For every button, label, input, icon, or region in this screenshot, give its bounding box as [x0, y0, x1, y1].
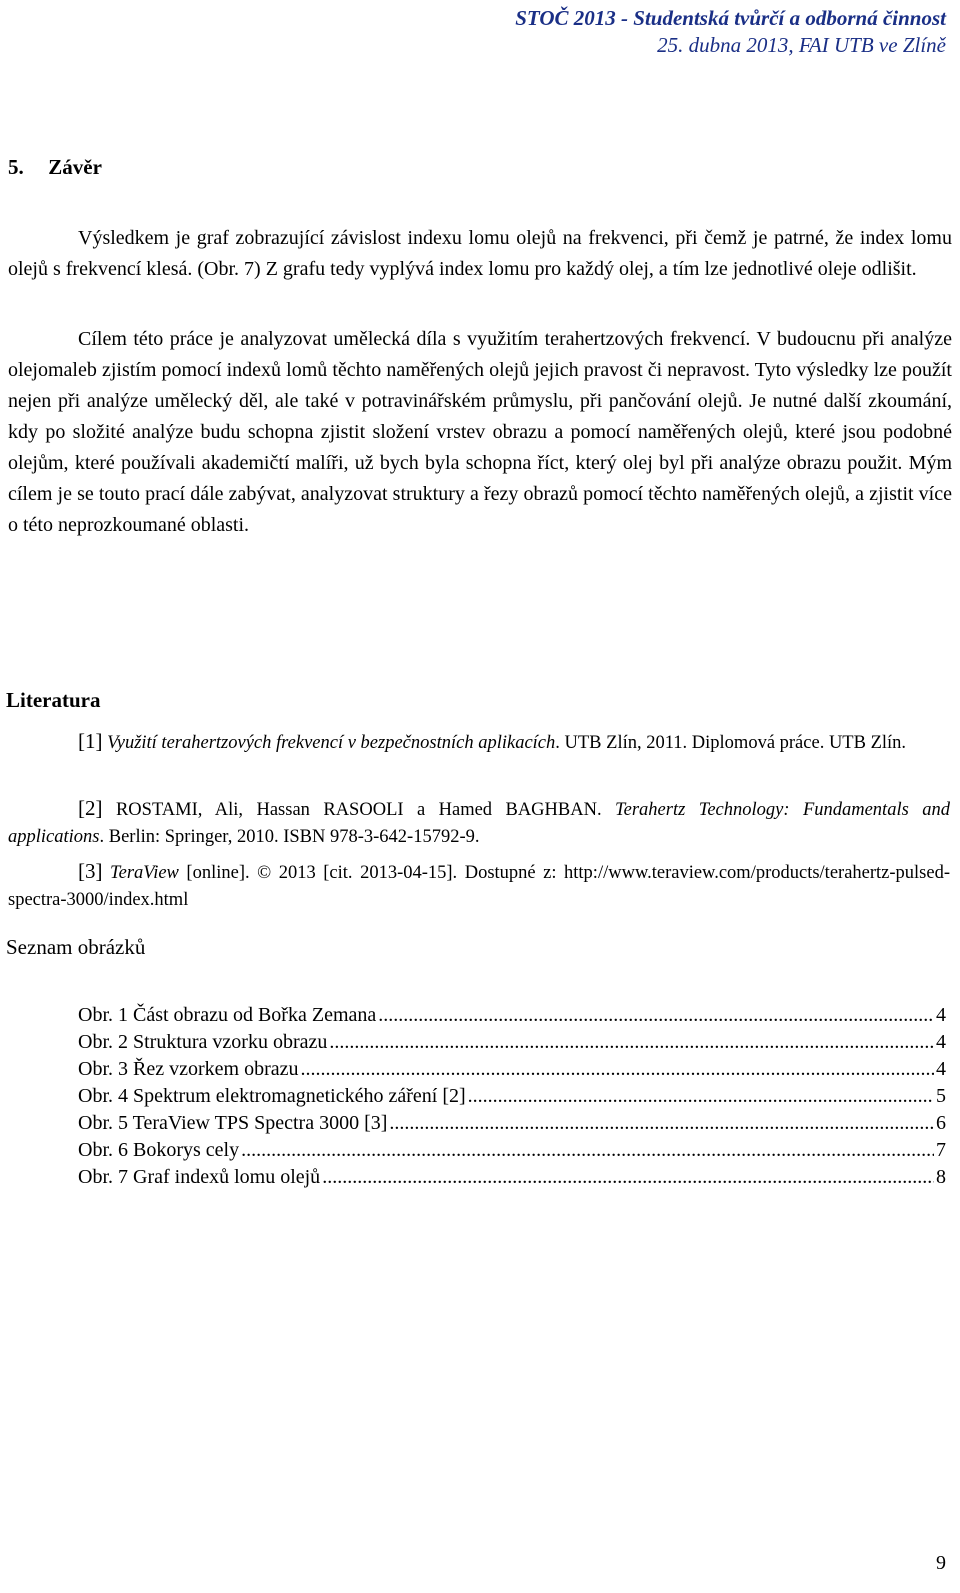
reference-2-title: Terahertz Technology: Fundamentals and applications [8, 800, 950, 847]
reference-2-details: . Berlin: Springer, 2010. ISBN 978-3-642-15792-9. [99, 827, 480, 847]
leader-dots [322, 1166, 934, 1189]
page-header [515, 4, 946, 58]
figure-page: 4 [936, 1004, 946, 1026]
figure-page: 5 [936, 1085, 946, 1107]
conclusion-heading-number: 5. [8, 155, 24, 179]
figure-page: 6 [936, 1112, 946, 1134]
leader-dots [389, 1112, 934, 1135]
literature-heading: Literatura [6, 688, 101, 712]
conclusion-paragraph-2-text: Cílem této práce je analyzovat umělecká díla s využitím terahertzových frekvencí. V budoucnu při analýze olejomaleb zjistím pomocí indexů lomů těchto naměřených olejů jejich pravost či nepravost. Tyto výsledky lze použít nejen při analýze umělecký děl, ale také v potravinářském průmyslu, při pančování olejů. Je nutné další zkoumání, kdy po složité analýze budu schopna zjistit složení vrstev obrazu a pomocí naměřených olejů, které jsou podobné olejům, které používali akademičtí malíři, už bych byla schopna říct, který olej byl při analýze obrazu použit. Mým cílem je se touto prací dále zabývat, analyzovat struktury a řezy obrazů pomocí těchto naměřených olejů, a zjistit více o této neprozkoumané oblasti. [8, 328, 952, 536]
reference-2-authors: ROSTAMI, Ali, Hassan RASOOLI a Hamed BAGHBAN. [115, 800, 616, 820]
figure-page: 7 [936, 1139, 946, 1161]
reference-3-number: [3] [78, 859, 103, 883]
reference-3 [8, 858, 950, 914]
figure-label: Obr. 7 Graf indexů lomu olejů [78, 1166, 321, 1188]
reference-2 [8, 795, 950, 851]
page-number: 9 [936, 1552, 946, 1574]
figure-page: 4 [936, 1058, 946, 1080]
reference-3-details: [online]. © 2013 [cit. 2013-04-15]. Dostupné z: http://www.teraview.com/products/terahertz-pulsed-spectra-3000/index.html [8, 863, 951, 910]
conclusion-heading-title: Závěr [48, 155, 102, 179]
figures-heading: Seznam obrázků [6, 935, 146, 959]
reference-1 [8, 728, 950, 757]
leader-dots [241, 1139, 934, 1162]
list-item [78, 1004, 946, 1031]
reference-1-details: . UTB Zlín, 2011. Diplomová práce. UTB Zlín. [555, 733, 907, 753]
figure-page: 8 [936, 1166, 946, 1188]
list-item [78, 1166, 946, 1193]
list-item [78, 1139, 946, 1166]
conclusion-paragraph-2 [8, 324, 952, 541]
figure-page: 4 [936, 1031, 946, 1053]
list-item [78, 1031, 946, 1058]
figure-label: Obr. 1 Část obrazu od Bořka Zemana [78, 1004, 377, 1026]
header-title: STOČ 2013 - Studentská tvůrčí a odborná činnost [515, 6, 946, 30]
figure-label: Obr. 4 Spektrum elektromagnetického záření [2] [78, 1085, 466, 1107]
reference-1-number: [1] [78, 729, 103, 753]
leader-dots [329, 1031, 934, 1054]
conclusion-paragraph-1 [8, 223, 952, 285]
figure-label: Obr. 5 TeraView TPS Spectra 3000 [3] [78, 1112, 388, 1134]
figure-label: Obr. 2 Struktura vzorku obrazu [78, 1031, 328, 1053]
reference-1-title: Využití terahertzových frekvencí v bezpečnostních aplikacích [107, 733, 556, 753]
reference-3-title: TeraView [110, 863, 179, 883]
figures-list [78, 1004, 946, 1193]
conclusion-paragraph-1-text: Výsledkem je graf zobrazující závislost indexu lomu olejů na frekvenci, při čemž je patrné, že index lomu olejů s frekvencí klesá. (Obr. 7) Z grafu tedy vyplývá index lomu pro každý olej, a tím lze jednotlivé oleje odlišit. [8, 227, 952, 280]
figure-label: Obr. 6 Bokorys cely [78, 1139, 240, 1161]
leader-dots [300, 1058, 934, 1081]
reference-2-number: [2] [78, 796, 103, 820]
header-subtitle: 25. dubna 2013, FAI UTB ve Zlíně [657, 33, 946, 57]
list-item [78, 1085, 946, 1112]
leader-dots [378, 1004, 934, 1027]
list-item [78, 1058, 946, 1085]
list-item [78, 1112, 946, 1139]
figure-label: Obr. 3 Řez vzorkem obrazu [78, 1058, 299, 1080]
leader-dots [468, 1085, 934, 1108]
conclusion-heading [8, 155, 102, 180]
